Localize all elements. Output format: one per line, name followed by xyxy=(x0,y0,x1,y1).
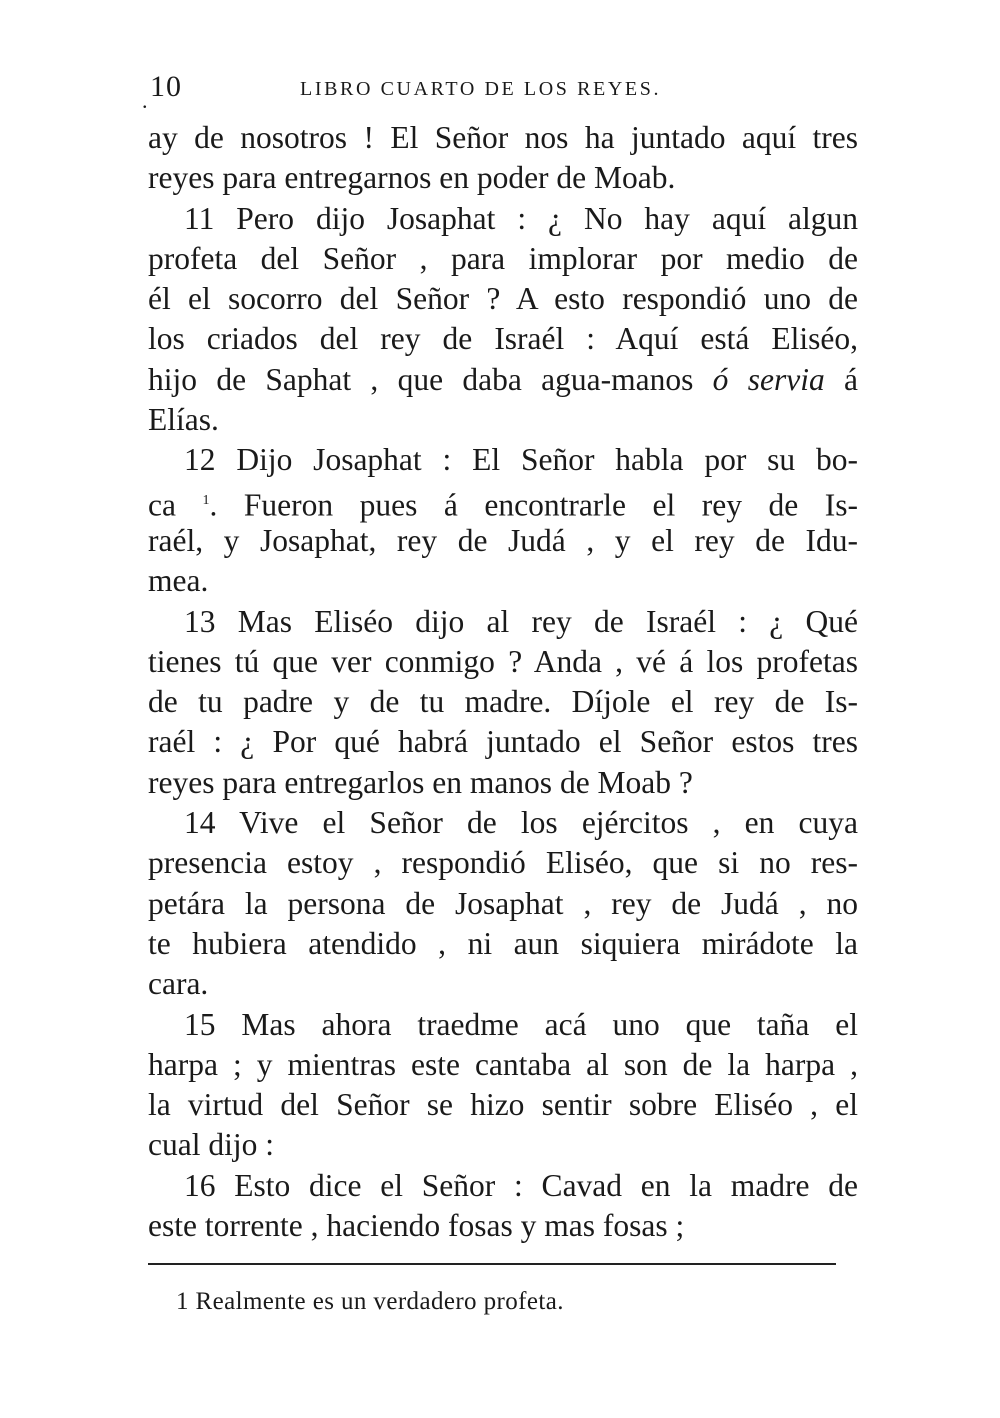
text-segment: á xyxy=(844,361,859,397)
text-line: petára la persona de Josaphat , rey de Judá , no xyxy=(148,885,858,921)
text-line: reyes para entregarlos en manos de Moab ? xyxy=(148,764,693,800)
verse-14-start: 14 Vive el Señor de los ejércitos , en cuya xyxy=(184,805,858,841)
running-head xyxy=(142,70,858,113)
footnote-reference: 1 xyxy=(202,492,210,508)
page-dot-mark: . xyxy=(142,88,148,113)
text-line: cual dijo : xyxy=(148,1127,274,1163)
text-line: cara. xyxy=(148,966,209,1002)
text-line: mea. xyxy=(148,563,209,599)
verse-15-start: 15 Mas ahora traedme acá uno que taña el xyxy=(184,1006,858,1042)
text-line: este torrente , haciendo fosas y mas fosas ; xyxy=(148,1208,685,1244)
text-segment: hijo de Saphat , que daba agua-manos xyxy=(148,361,694,397)
page-number: 10 xyxy=(150,70,182,103)
footnote: 1 Realmente es un verdadero profeta. xyxy=(176,1288,564,1315)
text-line: presencia estoy , respondió Eliséo, que si no res- xyxy=(148,845,858,881)
text-line: te hubiera atendido , ni aun siquiera mirádote la xyxy=(148,925,858,961)
running-title: LIBRO CUARTO DE LOS REYES. xyxy=(300,78,662,100)
text-line: ay de nosotros ! El Señor nos ha juntado aquí tres xyxy=(148,120,858,155)
verse-13-start: 13 Mas Eliséo dijo al rey de Israél : ¿ Qué xyxy=(184,603,858,639)
text-line: raél, y Josaphat, rey de Judá , y el rey de Idu- xyxy=(148,522,858,558)
text-line xyxy=(148,481,858,521)
text-line: de tu padre y de tu madre. Díjole el rey de Is- xyxy=(148,684,858,720)
verse-12-start: 12 Dijo Josaphat : El Señor habla por su bo- xyxy=(184,442,858,478)
verse-text xyxy=(148,118,858,1246)
text-segment: Fueron pues á encontrarle el rey de Is- xyxy=(243,487,859,523)
text-segment: ca xyxy=(148,487,176,523)
text-line: Elías. xyxy=(148,402,219,438)
text-line: reyes para entregarnos en poder de Moab. xyxy=(148,160,676,196)
verse-11-start: 11 Pero dijo Josaphat : ¿ No hay aquí algun xyxy=(184,200,858,236)
text-line: la virtud del Señor se hizo sentir sobre Eliséo , el xyxy=(148,1087,858,1123)
italic-gloss: ó servia xyxy=(712,361,825,397)
text-line: los criados del rey de Israél : Aquí está Eliséo, xyxy=(148,321,858,357)
text-line: raél : ¿ Por qué habrá juntado el Señor estos tres xyxy=(148,724,858,760)
text-line xyxy=(148,360,858,400)
text-line: él el socorro del Señor ? A esto respondió uno de xyxy=(148,281,858,317)
text-segment: . xyxy=(209,487,218,523)
footnote-divider xyxy=(148,1263,836,1265)
text-line: harpa ; y mientras este cantaba al son de la harpa , xyxy=(148,1046,858,1082)
text-line: tienes tú que ver conmigo ? Anda , vé á los profetas xyxy=(148,643,858,679)
text-line: profeta del Señor , para implorar por medio de xyxy=(148,240,858,276)
verse-16-start: 16 Esto dice el Señor : Cavad en la madre de xyxy=(184,1167,858,1203)
